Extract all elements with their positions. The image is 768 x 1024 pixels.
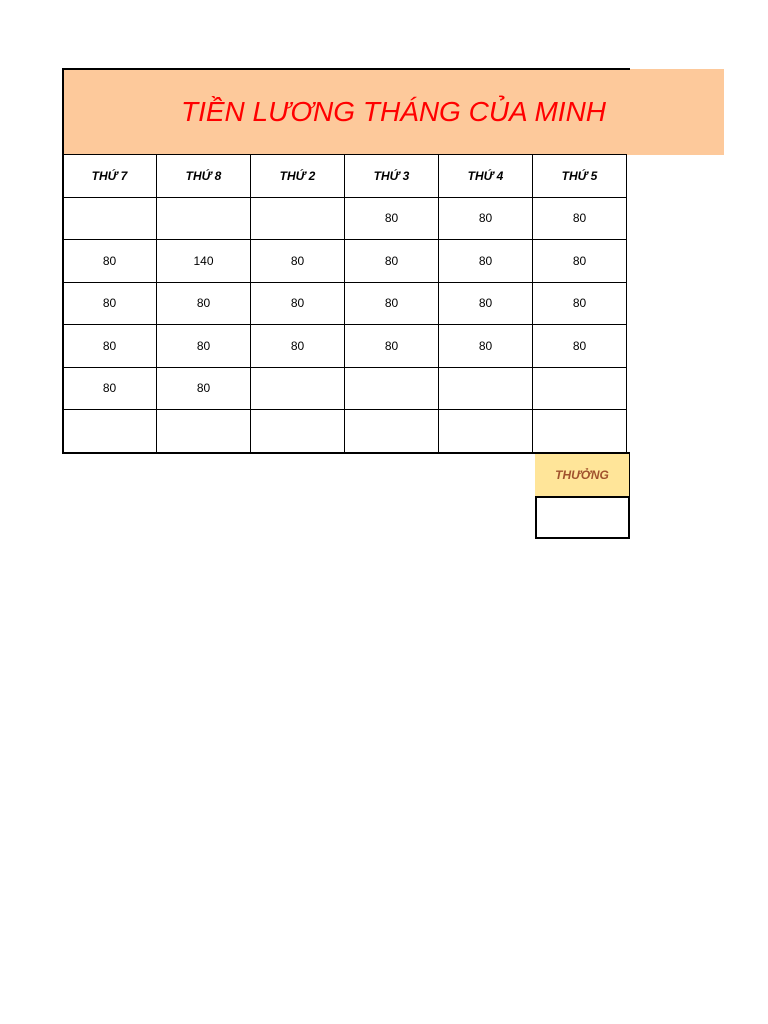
- cell[interactable]: [439, 367, 533, 410]
- cell[interactable]: [157, 410, 251, 453]
- cell[interactable]: [533, 410, 627, 453]
- header-cell[interactable]: THỨ 7: [63, 155, 157, 198]
- cell[interactable]: 80: [345, 282, 439, 325]
- sheet-title[interactable]: TIỀN LƯƠNG THÁNG CỦA MINH: [180, 96, 607, 127]
- cell[interactable]: [251, 367, 345, 410]
- cell[interactable]: 80: [63, 325, 157, 368]
- cell[interactable]: 80: [439, 240, 533, 283]
- cell[interactable]: 80: [251, 240, 345, 283]
- header-cell[interactable]: THỨ 5: [533, 155, 627, 198]
- header-row: [63, 155, 627, 198]
- cell[interactable]: 80: [251, 282, 345, 325]
- cell[interactable]: 80: [533, 282, 627, 325]
- cell[interactable]: [439, 410, 533, 453]
- cell[interactable]: 80: [63, 240, 157, 283]
- header-cell[interactable]: THỨ 2: [251, 155, 345, 198]
- cell[interactable]: [533, 367, 627, 410]
- cell[interactable]: [63, 410, 157, 453]
- cell[interactable]: [345, 410, 439, 453]
- table-row: [63, 282, 627, 325]
- cell[interactable]: 80: [345, 325, 439, 368]
- cell[interactable]: 80: [439, 282, 533, 325]
- cell[interactable]: [251, 410, 345, 453]
- bonus-label[interactable]: THƯỞNG: [535, 454, 630, 496]
- cell[interactable]: 80: [63, 282, 157, 325]
- cell[interactable]: 80: [157, 282, 251, 325]
- table-row: [63, 197, 627, 240]
- cell[interactable]: [345, 367, 439, 410]
- cell[interactable]: [63, 197, 157, 240]
- cell[interactable]: 80: [439, 325, 533, 368]
- cell[interactable]: 80: [345, 240, 439, 283]
- table-row: [63, 325, 627, 368]
- header-cell[interactable]: THỨ 3: [345, 155, 439, 198]
- header-cell[interactable]: THỨ 4: [439, 155, 533, 198]
- cell[interactable]: 80: [533, 197, 627, 240]
- cell[interactable]: [157, 197, 251, 240]
- cell[interactable]: 80: [533, 240, 627, 283]
- cell[interactable]: 80: [157, 367, 251, 410]
- cell[interactable]: 80: [63, 367, 157, 410]
- cell[interactable]: 80: [251, 325, 345, 368]
- bonus-value-cell[interactable]: [535, 496, 630, 539]
- table-row: [63, 240, 627, 283]
- cell[interactable]: 80: [533, 325, 627, 368]
- cell[interactable]: [251, 197, 345, 240]
- table-row: [63, 410, 627, 453]
- cell[interactable]: 80: [345, 197, 439, 240]
- salary-grid: [62, 154, 627, 453]
- table-row: [63, 367, 627, 410]
- cell[interactable]: 80: [439, 197, 533, 240]
- cell[interactable]: 140: [157, 240, 251, 283]
- cell[interactable]: 80: [157, 325, 251, 368]
- header-cell[interactable]: THỨ 8: [157, 155, 251, 198]
